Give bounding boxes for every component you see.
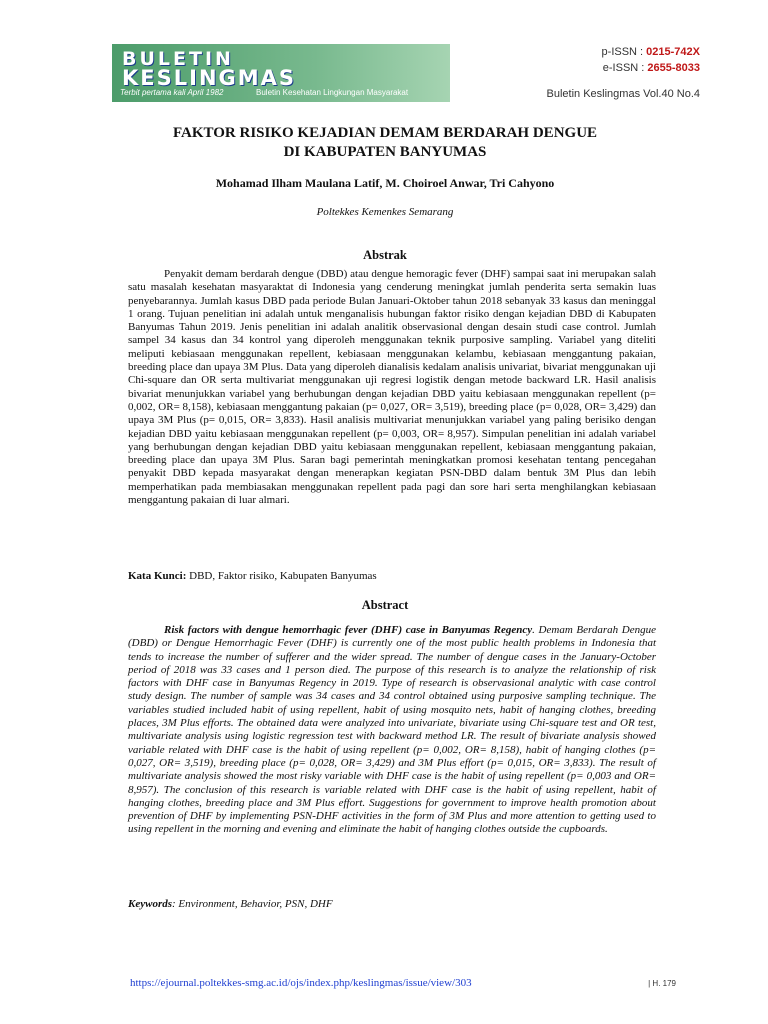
affiliation: Poltekkes Kemenkes Semarang	[316, 206, 454, 218]
authors: Mohamad Ilham Maulana Latif, M. Choiroel Anwar, Tri Cahyono	[215, 176, 555, 190]
abstrak-heading: Abstrak	[363, 248, 407, 262]
eissn-line	[602, 60, 700, 76]
article-title	[120, 124, 650, 162]
abstrak-text: Penyakit demam berdarah dengue (DBD) atau dengue hemoragic fever (DHF) sampai saat ini merupakan salah satu masalah kesehatan masyaraktat di Indonesia yang cenderung meningkat jumlah penderita serta semakin luas penyebarannya. Jumlah kasus DBD pada periode Bulan Januari-Oktober tahun 2018 sebanyak 33 kasus dan meninggal 1 orang. Tujuan penelitian ini adalah untuk menganalisis hubungan faktor risiko dengan kejadian DBD di Kabupaten Banyumas Tahun 2019. Jenis penelitian ini adalah analitik observasional dengan desain studi case control. Jumlah sampel 34 kasus dan 34 kontrol yang diperoleh menggunakan teknik purposive sampling. Variabel yang diteliti meliputi kebiasaan menggunakan repellent, kebiasaan menggunakan kelambu, kebiasaan menggantung pakaian, breeding place dan upaya 3M Plus. Data yang diperoleh dianalisis kedalam analisis univariat, bivariat menggunakan uji Chi-square dan OR serta multivariat menggunakan uji regresi logistik dengan metode backward LR. Hasil analisis bivariat menunjukkan variabel yang berhubungan dengan kejadian DBD yaitu kebiasaan menggunakan repellent (p= 0,002, OR= 8,158), kebiasaan menggantung pakaian (p= 0,027, OR= 3,519), breeding place (p= 0,028, OR= 3,429) dan upaya 3M Plus (p= 0,015, OR= 3,833). Hasil analisis multivariat menunjukkan variabel yang paling berisiko dengan kejadian DBD yaitu kebiasaan menggunakan repellent (p= 0,003, OR= 8,957). Simpulan penelitian ini adalah variabel yang berhubungan dengan kejadian DBD yaitu kebiasaan menggunakan repellent, kebiasaan menggantung pakaian, breeding place dan upaya 3M Plus. Saran bagi pemerintah meningkatkan promosi kesehatan tentang pencegahan penyakit DBD kepada masyarakat dengan menerapkan kegiatan PSN-DBD dalam bentuk 3M Plus dan lebih memperhatikan pada membiasakan menggunakan repellent pada pagi dan sore hari serta menghilangkan kebiasaan menggantung pakaian di luar almari.	[128, 268, 656, 507]
abstrak-body	[128, 268, 656, 507]
title-line2: DI KABUPATEN BANYUMAS	[283, 144, 487, 160]
abstract-heading: Abstract	[361, 598, 409, 612]
abstract-body	[128, 624, 656, 837]
logo-subtitle2: Buletin Kesehatan Lingkungan Masyarakat	[256, 88, 409, 97]
abstract-lead: Risk factors with dengue hemorrhagic fever (DHF) case in Banyumas Regency	[164, 624, 533, 636]
eissn-value: 2655-8033	[647, 62, 700, 74]
logo-line2: KESLINGMAS	[122, 66, 297, 90]
eissn-label: e-ISSN :	[602, 62, 648, 74]
pissn-line	[602, 44, 700, 60]
keywords-text: : Environment, Behavior, PSN, DHF	[172, 898, 333, 910]
journal-logo	[112, 44, 450, 102]
abstract-text	[128, 624, 656, 837]
logo-line1: BULETIN	[122, 48, 234, 70]
journal-url-link[interactable]: https://ejournal.poltekkes-smg.ac.id/ojs/index.php/keslingmas/issue/view/303	[130, 977, 472, 989]
keywords	[128, 898, 656, 910]
kata-kunci-label: Kata Kunci:	[128, 570, 190, 582]
page-number: | H. 179	[648, 979, 676, 988]
abstract-main: . Demam Berdarah Dengue (DBD) or Dengue Hemorrhagic Fever (DHF) is currently one of the most public health problems in Indonesia that tends to increase the number of sufferer and the wider spread. The number of dengue cases in the January-October period of 2018 was 33 cases and 1 person died. The purpose of this research is to analyze the relationship of risk factors with DHF case in Banyumas Regency in 2019. Type of research is observasional analytic with case control study design. The number of sample was 34 cases and 34 control obtained using purposive sampling technique. The variables studied included habit of using repellent, habit of using mosquito nets, habit of hanging clothes, breeding places, 3M Plus efforts. The obtained data were analyzed into univariate, bivariate using Chi-square test and OR test, multivariate analysis using logistic regression test with backward method LR. The result of bivariate analysis showed variable related with DHF case is the habit of using repellent (p= 0,002, OR= 8,158), habit of hanging clothes (p= 0,027, OR= 3,519), breeding place (p= 0,028, OR= 3,429) and 3M Plus effort (p= 0,015, OR= 3,833). The result of multivariate analysis showed the most risky variable with DHF case is the habit of using repellent (p= 0,003 and OR= 8,957). The conclusion of this research is variable related with DHF case is the habit of using repellent, habit of hanging clothes, breeding place and 3M Plus effort. Suggestions for government to improve health promotion about prevention of DHF by implementing PSN-DHF activities in the form of 3M Plus and more attention to getting used to using repellent in the morning and evening and eliminate the habit of hanging clothes outside the cupboards.	[128, 624, 656, 836]
issn-block	[602, 44, 700, 76]
pissn-label: p-ISSN :	[601, 46, 647, 58]
pissn-value: 0215-742X	[646, 46, 700, 58]
title-line1: FAKTOR RISIKO KEJADIAN DEMAM BERDARAH DENGUE	[172, 125, 598, 141]
journal-volume: Buletin Keslingmas Vol.40 No.4	[546, 88, 700, 100]
keywords-label: Keywords	[128, 898, 172, 910]
kata-kunci	[128, 570, 656, 582]
kata-kunci-text: DBD, Faktor risiko, Kabupaten Banyumas	[189, 570, 377, 582]
logo-subtitle1: Terbit pertama kali April 1982	[120, 88, 224, 97]
